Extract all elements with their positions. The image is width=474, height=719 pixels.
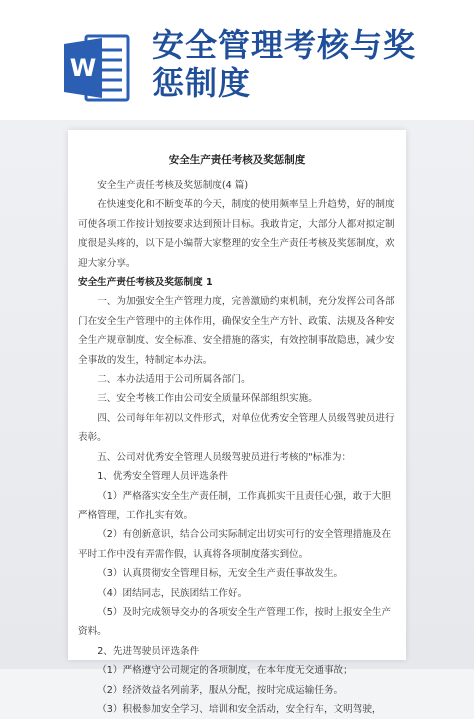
header-title [152,26,462,102]
paragraph-article-1: 一、为加强安全生产管理力度，完善激励约束机制，充分发挥公司各部门在安全生产管理中的主体作用，确保安全生产方针、政策、法规及各种安全生产规章制度、安全标准、安全措施的落实，有效控制事故隐患，减少安全事故的发生，特制定本办法。 [78,296,395,366]
paragraph-criteria-1-item-2: （2）有创新意识，结合公司实际制定出切实可行的安全管理措施及在平时工作中没有弄需作假，认真将各项制度落实到位。 [78,529,392,560]
paragraph-criteria-1-item-1: （1）严格落实安全生产责任制，工作真抓实干且责任心强，敢于大胆严格管理，工作扎实有效。 [78,490,392,521]
paragraph-criteria-1-item-5: （5）及时完成领导交办的各项安全生产管理工作，按时上报安全生产资料。 [78,606,392,638]
paragraph-criteria-2-item-2: （2）经济效益名列前茅，服从分配，按时完成运输任务。 [97,684,344,696]
header-banner [0,0,474,120]
document-page [68,130,406,715]
paragraph-criteria-2: 2、先进驾驶员评选条件 [97,645,200,657]
header-title-line2: 惩制度 [152,64,252,102]
paragraph-criteria-1-item-4: （4）团结同志，民族团结工作好。 [97,587,248,599]
word-document-icon [62,30,130,106]
paragraph-criteria-2-item-3: （3）积极参加安全学习、培训和安全活动，安全行车，文明驾驶， [97,703,382,715]
document-body [78,150,396,719]
paragraph-article-3: 三、安全考核工作由公司安全质量环保部组织实施。 [97,393,318,405]
section-heading: 安全生产责任考核及奖惩制度 1 [78,277,213,289]
word-icon-letter: W [69,54,97,82]
paragraph-criteria-1-item-3: （3）认真贯彻安全管理目标，无安全生产责任事故发生。 [97,568,344,580]
paragraph-subtitle: 安全生产责任考核及奖惩制度(4 篇) [97,180,249,191]
paragraph-criteria-2-item-1: （1）严格遵守公司规定的各项制度，在本年度无交通事故； [97,665,353,677]
paragraph-intro: 在快速变化和不断变革的今天，制度的使用频率呈上升趋势，好的制度可使各项工作按计划按要求达到预计目标。我敢肯定，大部分人都对拟定制度很是头疼的，以下是小编帮大家整理的安全生产责任考核及奖惩制度，欢迎大家分享。 [78,199,395,269]
header-title-line1: 安全管理考核与奖 [152,26,417,64]
document-title: 安全生产责任考核及奖惩制度 [168,154,306,166]
paragraph-article-4: 四、公司每年年初以文件形式，对单位优秀安全管理人员级驾驶员进行表彰。 [78,412,395,444]
paragraph-criteria-1: 1、优秀安全管理人员评选条件 [97,471,229,483]
paragraph-article-5: 五、公司对优秀安全管理人员级驾驶员进行考核的"标准为： [97,451,352,463]
paragraph-article-2: 二、本办法适用于公司所属各部门。 [97,374,251,386]
